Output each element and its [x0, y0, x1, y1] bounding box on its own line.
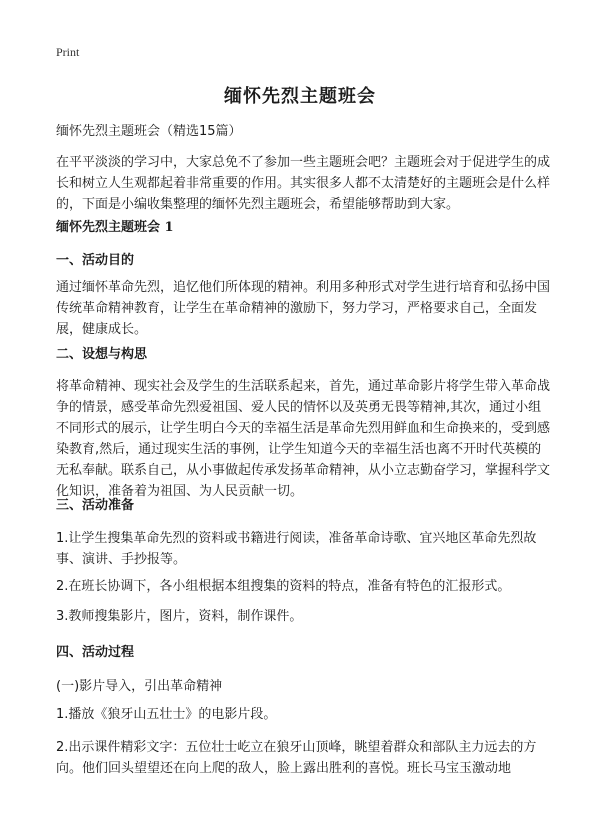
prep-item: 3.教师搜集影片，图片，资料，制作课件。 — [56, 609, 303, 624]
print-link[interactable]: Print — [56, 45, 80, 59]
purpose-paragraph: 通过缅怀革命先烈，追忆他们所体现的精神。利用多种形式对学生进行培育和弘扬中国传统革命精神教育，让学生在革命精神的激励下，努力学习，严格要求自己，全面发展，健康成长。 — [56, 280, 551, 337]
process-subheading: (一)影片导入，引出革命精神 — [56, 679, 223, 694]
process-heading: 四、活动过程 — [56, 645, 135, 660]
idea-paragraph: 将革命精神、现实社会及学生的生活联系起来，首先，通过革命影片将学生带入革命战争的情景，感受革命先烈爱祖国、爱人民的情怀以及英勇无畏等精神,其次，通过小组不同形式的展示，让学生明白今天的幸福生活是革命先烈用鲜血和生命换来的，受到感染教育,然后，通过现实生活的事例，让学生知道今天的幸福生活也离不开时代英模的无私奉献。联系自己，从小事做起传承发扬革命精神，从小立志勤奋学习，掌握科学文化知识，准备着为祖国、为人民贡献一切。 — [56, 379, 551, 499]
intro-paragraph: 在平平淡淡的学习中，大家总免不了参加一些主题班会吧？主题班会对于促进学生的成长和树立人生观都起着非常重要的作用。其实很多人都不太清楚好的主题班会是什么样的，下面是小编收集整理的缅怀先烈主题班会，希望能够帮助到大家。 — [56, 155, 551, 212]
prep-heading: 三、活动准备 — [56, 498, 135, 513]
prep-item: 2.在班长协调下，各小组根据本组搜集的资料的特点，准备有特色的汇报形式。 — [56, 579, 511, 594]
process-item: 2.出示课件精彩文字：五位壮士屹立在狼牙山顶峰，眺望着群众和部队主力远去的方向。他们回头望望还在向上爬的敌人，脸上露出胜利的喜悦。班长马宝玉激动地 — [56, 740, 537, 776]
page-title: 缅怀先烈主题班会 — [224, 86, 376, 107]
purpose-heading: 一、活动目的 — [56, 253, 135, 268]
section-heading: 缅怀先烈主题班会 1 — [56, 220, 174, 235]
idea-heading: 二、设想与构思 — [56, 347, 148, 362]
document-subtitle: 缅怀先烈主题班会（精选15篇） — [56, 124, 242, 139]
prep-item: 1.让学生搜集革命先烈的资料或书籍进行阅读，准备革命诗歌、宜兴地区革命先烈故事、演讲、手抄报等。 — [56, 531, 537, 567]
process-item: 1.播放《狼牙山五壮士》的电影片段。 — [56, 707, 277, 722]
